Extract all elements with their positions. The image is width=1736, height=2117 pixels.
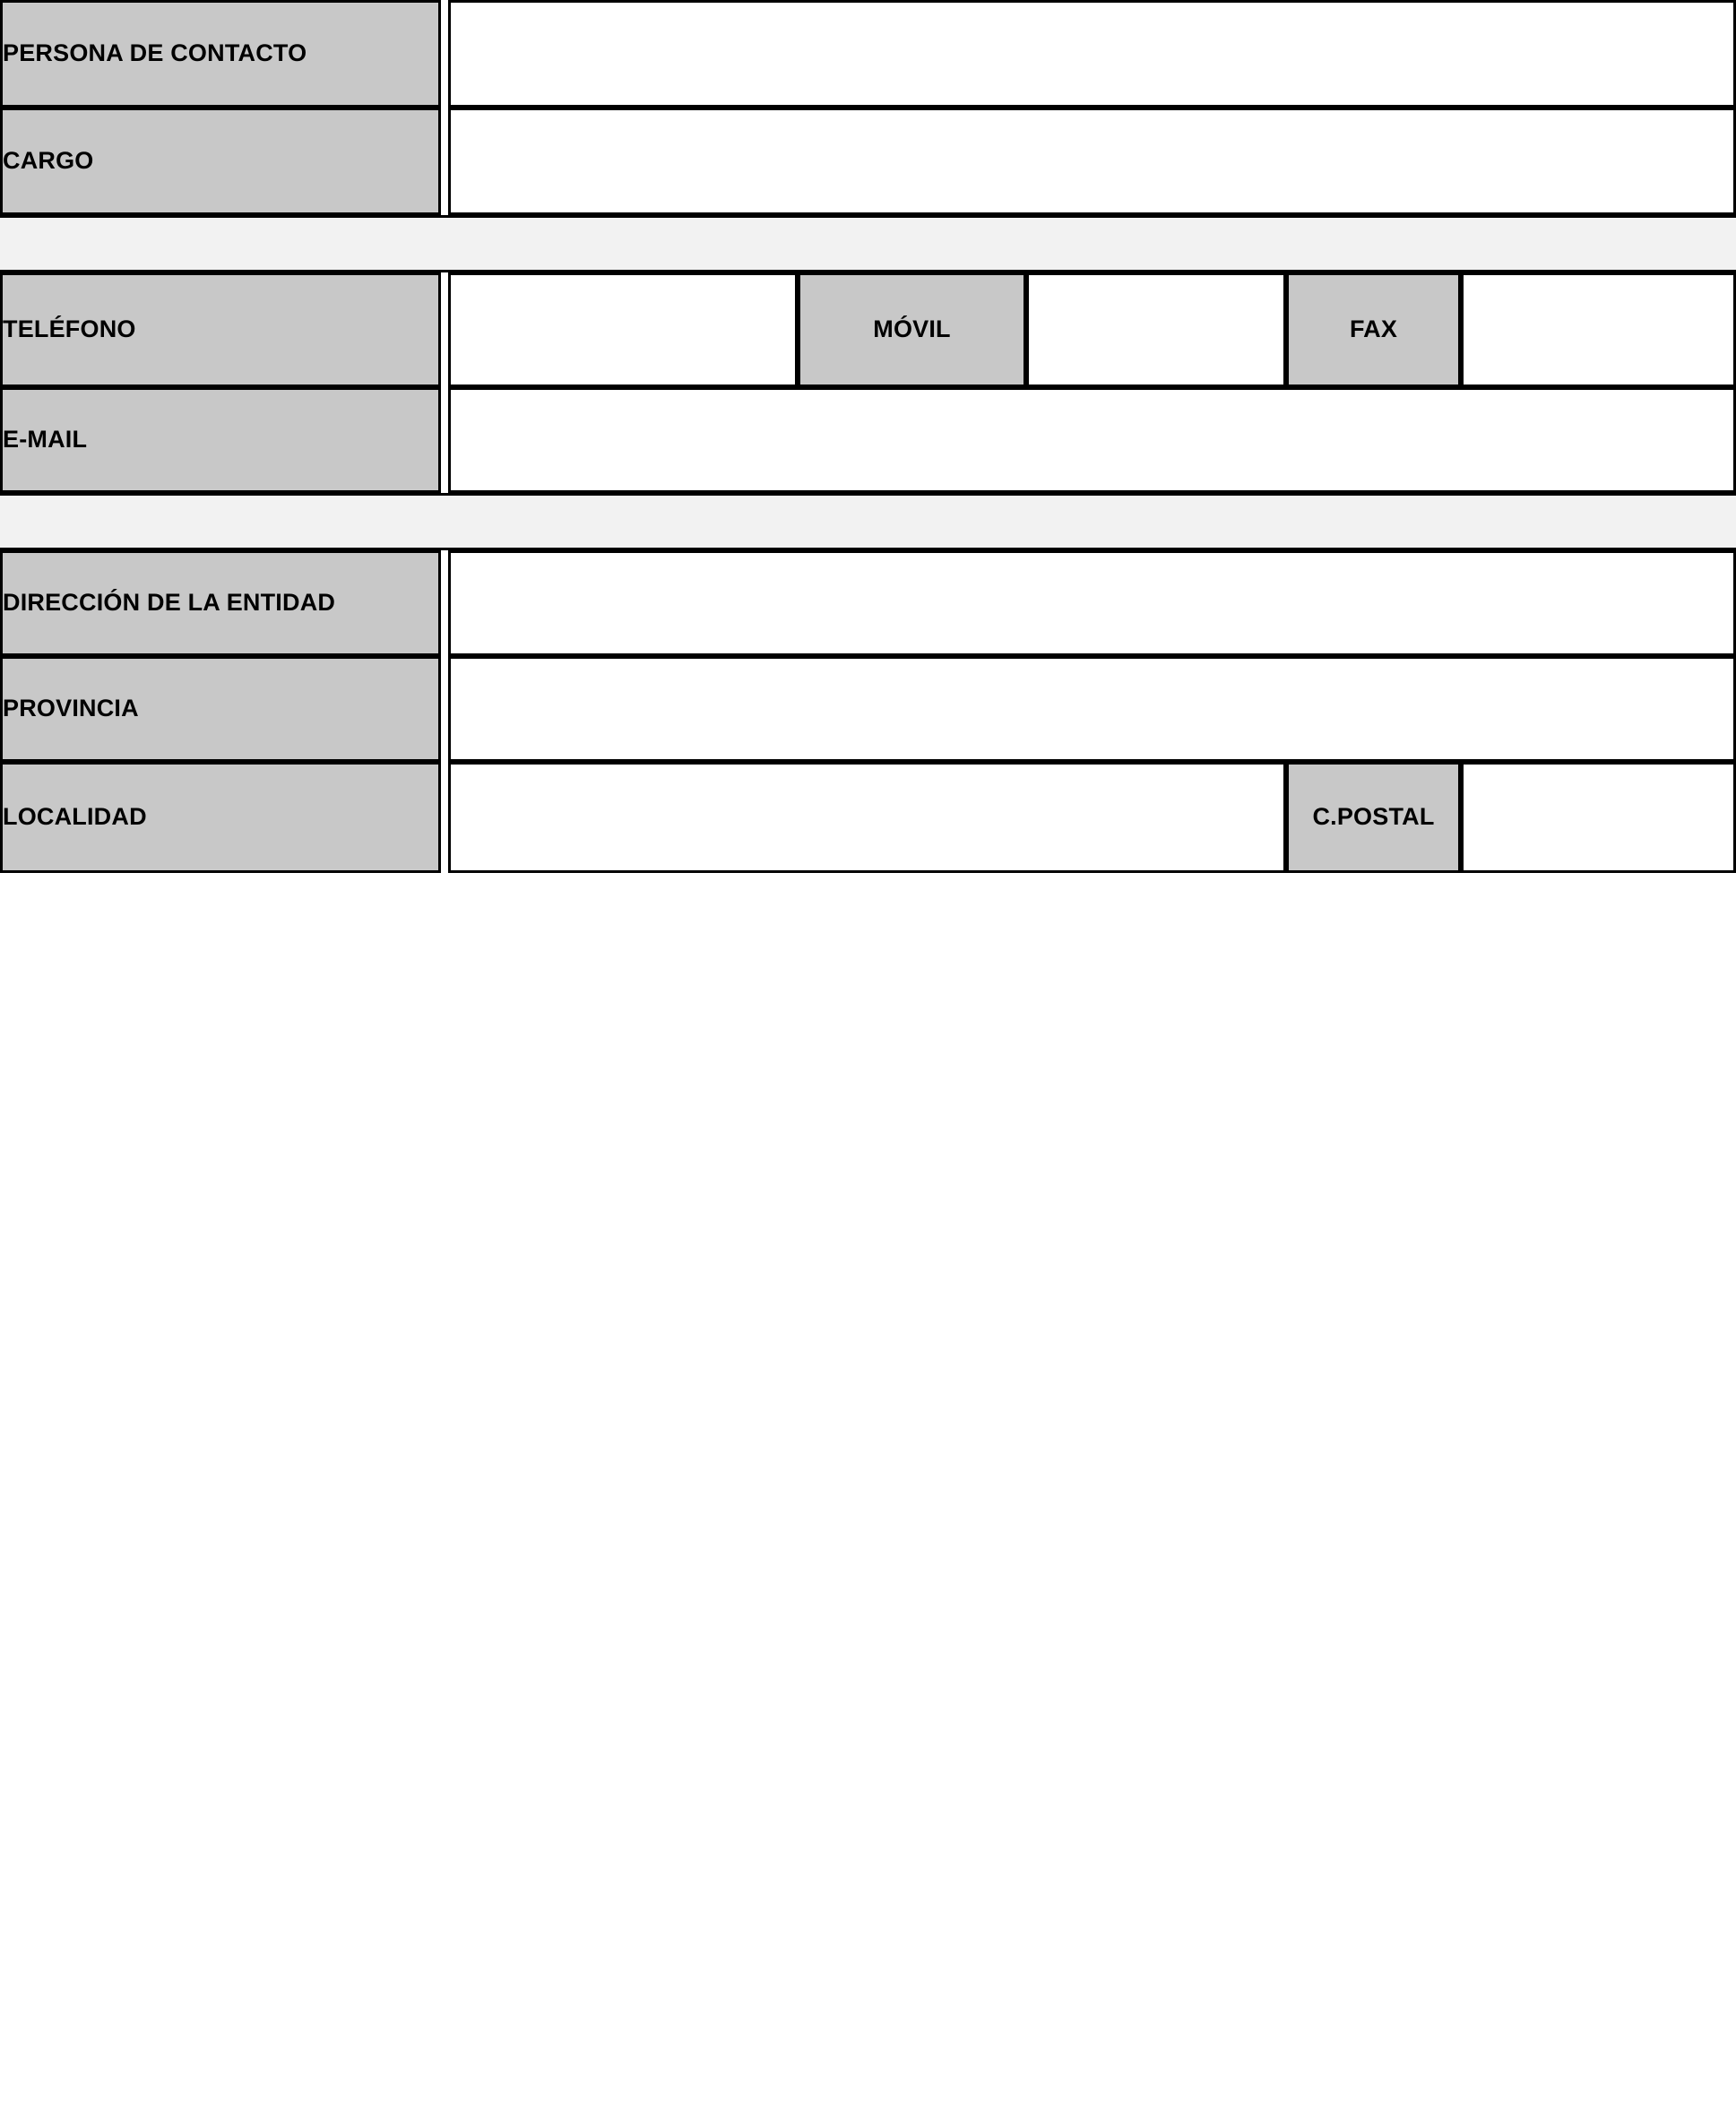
- label-telefono: [0, 272, 441, 387]
- field-localidad[interactable]: [448, 762, 1286, 873]
- separator-band: [0, 215, 1736, 272]
- label-localidad: [0, 762, 441, 873]
- row-provincia: [0, 656, 1736, 762]
- label-text-provincia: PROVINCIA: [3, 695, 139, 722]
- spacer-cell: [441, 762, 448, 873]
- label-text-direccion-de-la-entidad: DIRECCIÓN DE LA ENTIDAD: [3, 589, 336, 617]
- field-direccion-de-la-entidad[interactable]: [448, 550, 1736, 656]
- label-direccion-de-la-entidad: [0, 550, 441, 656]
- field-email[interactable]: [448, 387, 1736, 493]
- label-movil: [798, 272, 1026, 387]
- spacer-cell: [441, 108, 448, 215]
- label-text-movil: MÓVIL: [873, 315, 951, 343]
- label-text-email: E-MAIL: [3, 426, 88, 454]
- section-separator-2: [0, 493, 1736, 550]
- separator-band: [0, 493, 1736, 550]
- field-movil[interactable]: [1026, 272, 1286, 387]
- row-email: [0, 387, 1736, 493]
- row-direccion: [0, 550, 1736, 656]
- contact-details-form: [0, 0, 1736, 873]
- spacer-cell: [441, 656, 448, 762]
- label-text-persona-de-contacto: PERSONA DE CONTACTO: [3, 39, 307, 67]
- field-telefono[interactable]: [448, 272, 798, 387]
- spacer-cell: [441, 272, 448, 387]
- row-telefono: [0, 272, 1736, 387]
- spacer-cell: [441, 550, 448, 656]
- label-cargo: [0, 108, 441, 215]
- row-localidad: [0, 762, 1736, 873]
- label-email: [0, 387, 441, 493]
- field-fax[interactable]: [1461, 272, 1736, 387]
- label-text-telefono: TELÉFONO: [3, 315, 136, 343]
- field-codigo-postal[interactable]: [1461, 762, 1736, 873]
- spacer-cell: [441, 387, 448, 493]
- label-text-localidad: LOCALIDAD: [3, 803, 147, 831]
- field-persona-de-contacto[interactable]: [448, 0, 1736, 108]
- label-codigo-postal: [1286, 762, 1461, 873]
- label-text-fax: FAX: [1349, 315, 1398, 343]
- label-fax: [1286, 272, 1461, 387]
- row-persona-de-contacto: [0, 0, 1736, 108]
- label-text-cargo: CARGO: [3, 147, 94, 175]
- field-provincia[interactable]: [448, 656, 1736, 762]
- field-cargo[interactable]: [448, 108, 1736, 215]
- label-provincia: [0, 656, 441, 762]
- spacer-cell: [441, 0, 448, 108]
- label-text-codigo-postal: C.POSTAL: [1312, 803, 1435, 831]
- row-cargo: [0, 108, 1736, 215]
- label-persona-de-contacto: [0, 0, 441, 108]
- section-separator-1: [0, 215, 1736, 272]
